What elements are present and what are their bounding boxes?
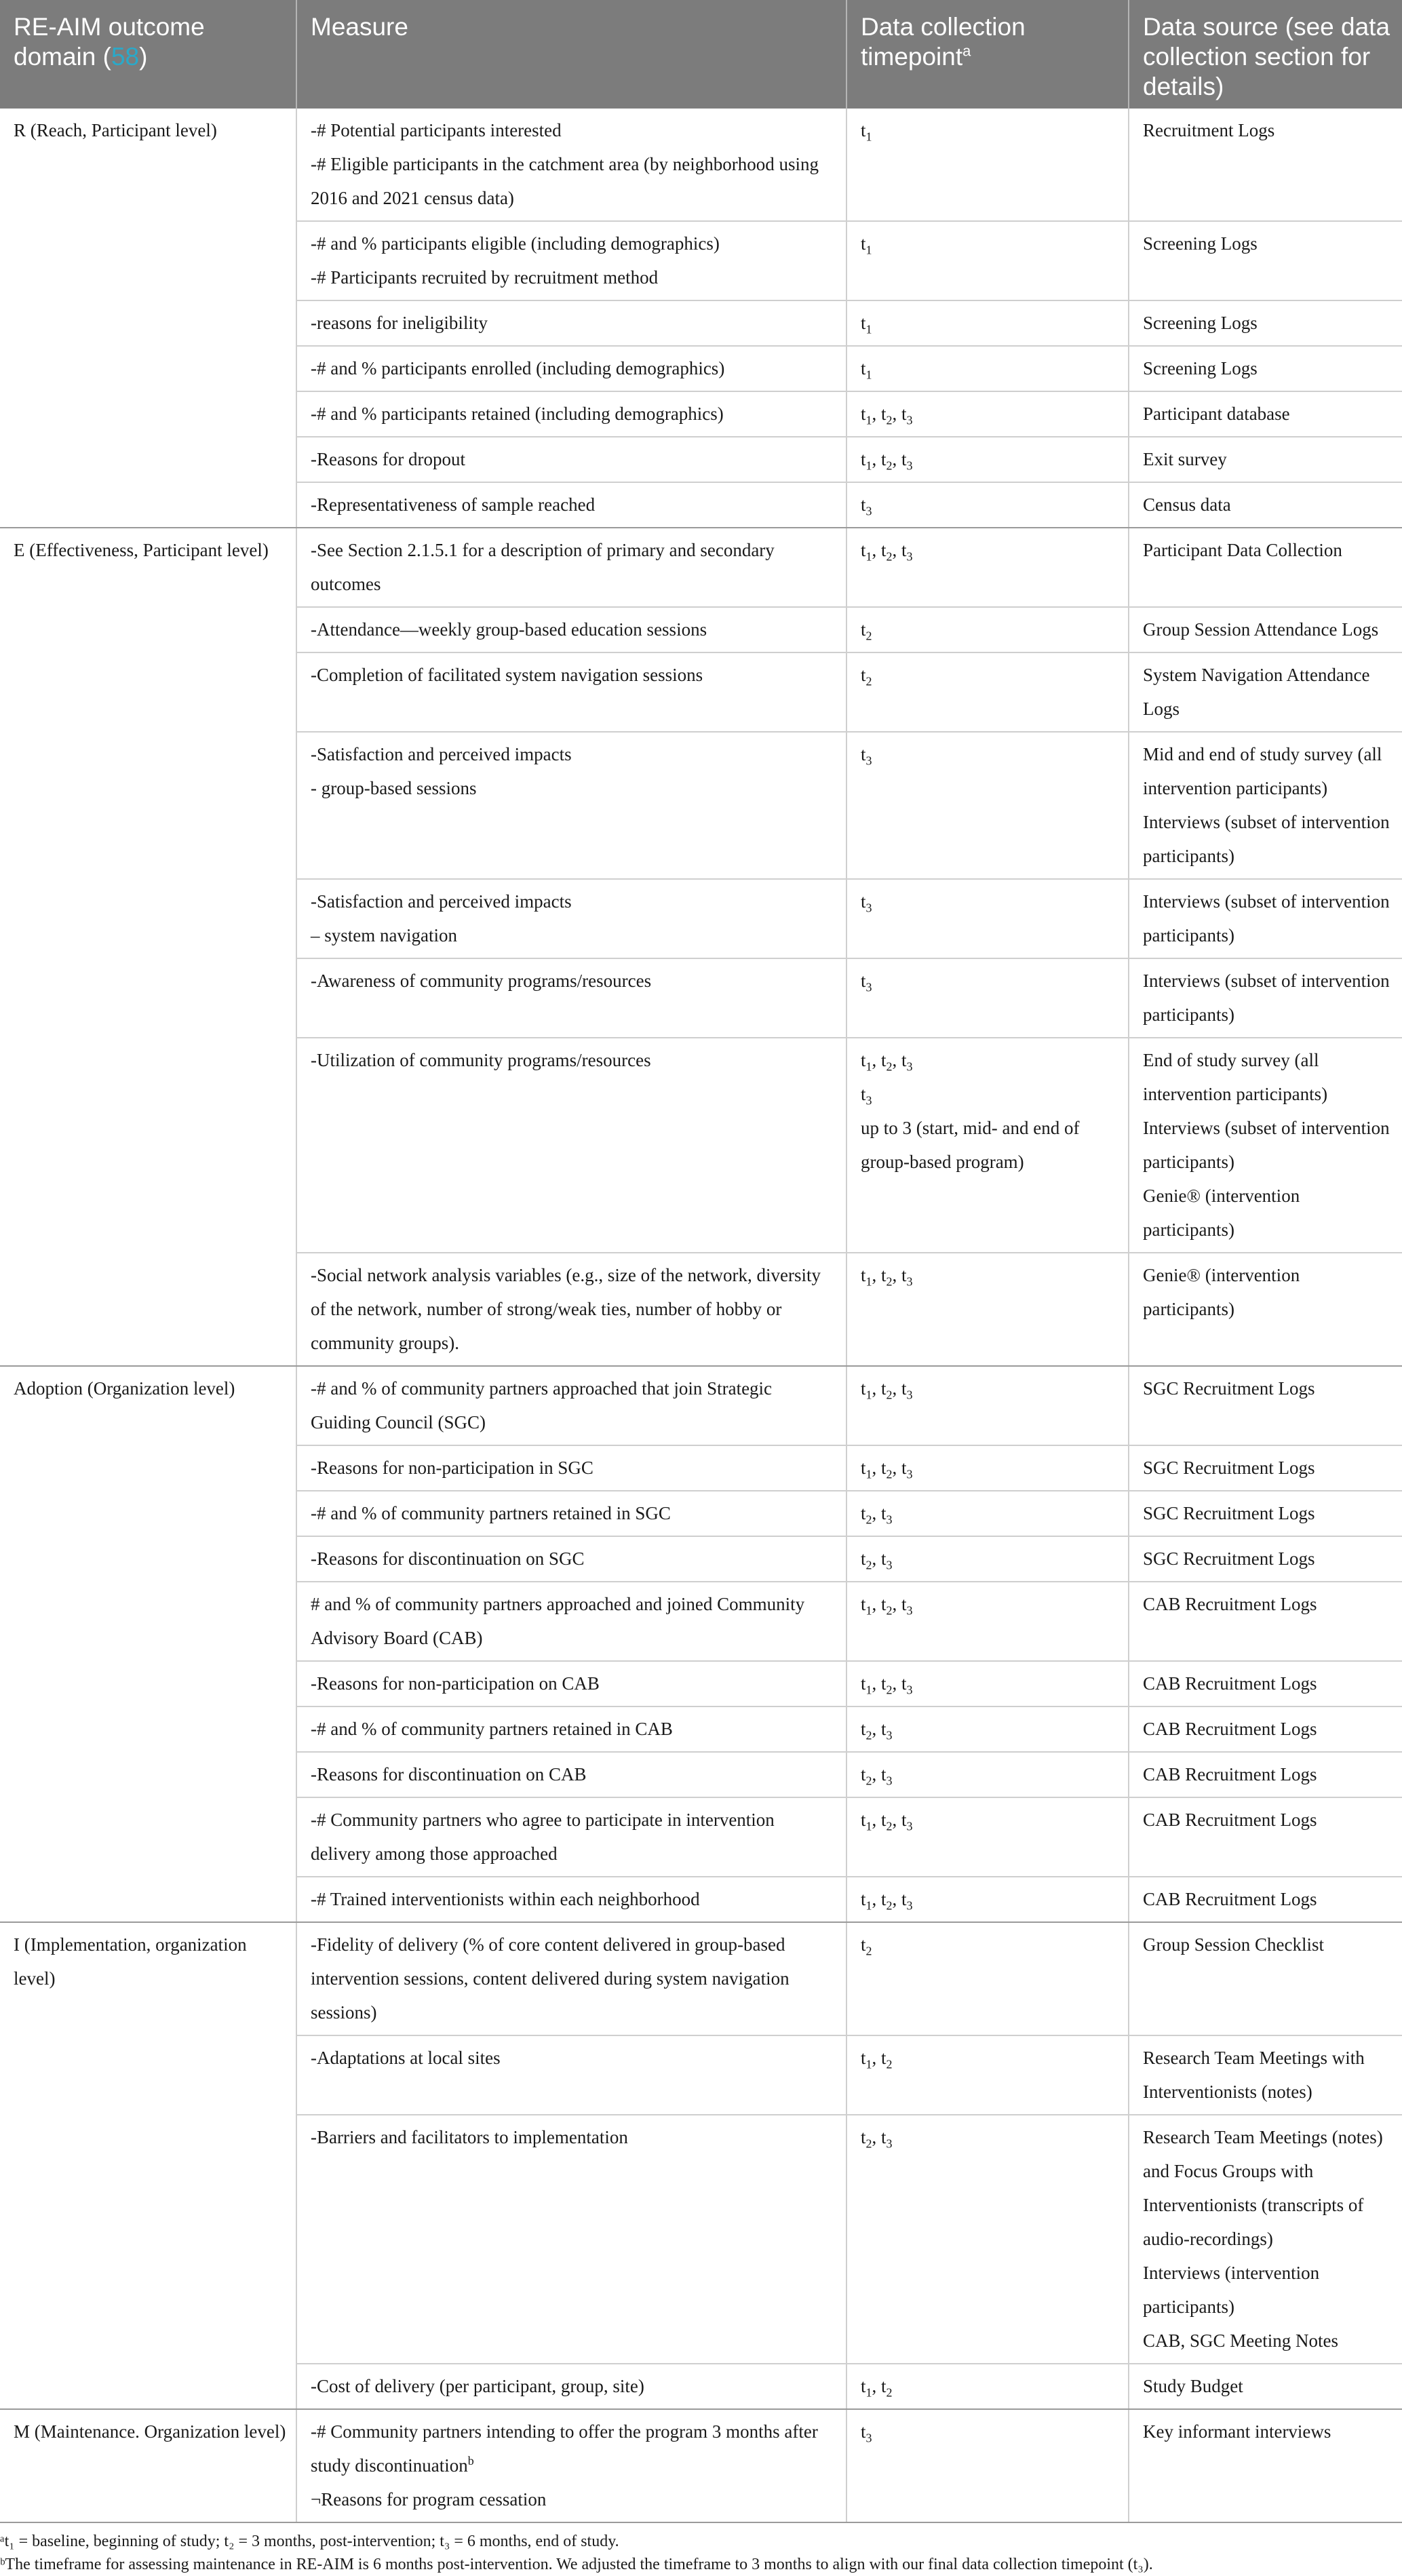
data-source-cell — [1129, 958, 1402, 1038]
timepoint-line: $t_3$ — [861, 2421, 872, 2445]
table-footnotes — [0, 2523, 1402, 2576]
timepoint-cell — [846, 958, 1129, 1038]
measure-line: -Social network analysis variables (e.g., size of the network, diversity of the network, number of strong/weak ties, number of hobby or community groups). — [311, 1265, 821, 1353]
data-source-cell — [1129, 437, 1402, 482]
measure-line: -# Potential participants interested — [311, 120, 562, 140]
measure-line: -# Participants recruited by recruitment method — [311, 267, 659, 288]
timepoint-line: $t_1$, $t_2$, $t_3$ — [861, 449, 913, 473]
timepoint-line: $t_2$ — [861, 665, 872, 688]
footnote-a: ᵃt₁ = baseline, beginning of study; t₂ = 3 months, post-intervention; t₃ = 6 months, end of study. — [0, 2533, 619, 2550]
measure-cell — [296, 1038, 846, 1253]
measure-cell — [296, 958, 846, 1038]
table-row — [0, 2409, 1402, 2522]
measure-line: -Completion of facilitated system navigation sessions — [311, 665, 703, 685]
measure-cell — [296, 2364, 846, 2409]
data-source-cell — [1129, 1445, 1402, 1491]
outcome-domain-cell: I (Implementation, organization level) — [0, 1922, 296, 2409]
data-source-line: CAB Recruitment Logs — [1143, 1810, 1317, 1830]
timepoint-cell — [846, 437, 1129, 482]
timepoint-line: $t_1$ — [861, 358, 872, 382]
timepoint-cell — [846, 2409, 1129, 2522]
timepoint-cell — [846, 1706, 1129, 1752]
data-source-cell — [1129, 607, 1402, 652]
timepoint-cell — [846, 346, 1129, 391]
measure-cell — [296, 1752, 846, 1797]
measure-line: -Reasons for dropout — [311, 449, 465, 469]
measure-line: -Adaptations at local sites — [311, 2048, 501, 2068]
data-source-cell — [1129, 1922, 1402, 2035]
measure-cell — [296, 1366, 846, 1445]
data-source-line: SGC Recruitment Logs — [1143, 1458, 1315, 1478]
timepoint-line: $t_2$, $t_3$ — [861, 2127, 893, 2151]
timepoint-cell — [846, 221, 1129, 300]
timepoint-line: $t_3$ — [861, 1084, 872, 1108]
measure-line: -# Community partners intending to offer the program 3 months after study discontinuation$^b$ — [311, 2421, 818, 2476]
measure-line: # and % of community partners approached and joined Community Advisory Board (CAB) — [311, 1594, 805, 1648]
data-source-cell — [1129, 346, 1402, 391]
data-source-cell — [1129, 1536, 1402, 1582]
timepoint-line: $t_1$, $t_2$, $t_3$ — [861, 1050, 913, 1074]
data-source-line: Recruitment Logs — [1143, 120, 1275, 140]
measure-line: -See Section 2.1.5.1 for a description of primary and secondary outcomes — [311, 540, 775, 594]
data-source-line: Census data — [1143, 494, 1231, 515]
data-source-line: Screening Logs — [1143, 313, 1258, 333]
data-source-cell — [1129, 109, 1402, 221]
timepoint-cell — [846, 1536, 1129, 1582]
measure-line: -# and % of community partners retained in SGC — [311, 1503, 671, 1523]
timepoint-line: $t_1$, $t_2$, $t_3$ — [861, 1810, 913, 1833]
measure-cell — [296, 1922, 846, 2035]
footnote-marker: b — [467, 2454, 474, 2467]
data-source-cell — [1129, 1582, 1402, 1661]
measure-cell — [296, 1706, 846, 1752]
measure-cell — [296, 221, 846, 300]
data-source-line: Participant database — [1143, 404, 1290, 424]
measure-line: -Cost of delivery (per participant, group, site) — [311, 2376, 644, 2396]
outcome-domain-cell: R (Reach, Participant level) — [0, 109, 296, 528]
data-source-line: Exit survey — [1143, 449, 1227, 469]
measure-line: -reasons for ineligibility — [311, 313, 488, 333]
data-source-cell — [1129, 300, 1402, 346]
measure-line: -# Community partners who agree to participate in intervention delivery among those approached — [311, 1810, 775, 1864]
timepoint-line: $t_2$ — [861, 1934, 872, 1958]
data-source-line: SGC Recruitment Logs — [1143, 1548, 1315, 1569]
measure-line: -Attendance—weekly group-based education sessions — [311, 619, 707, 640]
measure-line: – system navigation — [311, 925, 457, 945]
data-source-line: CAB Recruitment Logs — [1143, 1889, 1317, 1909]
timepoint-line: $t_3$ — [861, 891, 872, 915]
timepoint-line: $t_1$, $t_2$ — [861, 2376, 893, 2400]
measure-cell — [296, 391, 846, 437]
data-source-line: Research Team Meetings (notes) and Focus Groups with Interventionists (transcripts of audio-recordings) — [1143, 2127, 1383, 2249]
timepoint-cell — [846, 300, 1129, 346]
measure-line: -Reasons for discontinuation on CAB — [311, 1764, 587, 1784]
data-source-cell — [1129, 2409, 1402, 2522]
data-source-line: Interviews (subset of intervention participants) — [1143, 812, 1390, 866]
measure-line: -Reasons for non-participation in SGC — [311, 1458, 593, 1478]
data-source-cell — [1129, 391, 1402, 437]
timepoint-cell — [846, 1582, 1129, 1661]
measure-cell — [296, 732, 846, 879]
timepoint-line: $t_2$, $t_3$ — [861, 1764, 893, 1788]
data-source-cell — [1129, 2364, 1402, 2409]
timepoint-line: $t_1$ — [861, 120, 872, 144]
data-source-cell — [1129, 1797, 1402, 1877]
timepoint-line: $t_3$ — [861, 494, 872, 518]
measure-cell — [296, 879, 846, 958]
measure-line: -Awareness of community programs/resources — [311, 971, 652, 991]
data-source-cell — [1129, 2115, 1402, 2364]
measure-line: -Fidelity of delivery (% of core content delivered in group-based intervention sessions, content delivered during system navigation sessions) — [311, 1934, 790, 2023]
measure-line: -Satisfaction and perceived impacts — [311, 744, 572, 764]
measure-line: -# and % participants retained (including demographics) — [311, 404, 724, 424]
data-source-line: Interviews (subset of intervention participants) — [1143, 891, 1390, 945]
measure-line: -# Trained interventionists within each neighborhood — [311, 1889, 700, 1909]
measure-cell — [296, 607, 846, 652]
measure-line: -Satisfaction and perceived impacts — [311, 891, 572, 912]
data-source-cell — [1129, 482, 1402, 528]
measure-line: -Reasons for non-participation on CAB — [311, 1673, 600, 1694]
measure-cell — [296, 2035, 846, 2115]
data-source-line: Genie® (intervention participants) — [1143, 1265, 1300, 1319]
data-source-line: CAB Recruitment Logs — [1143, 1719, 1317, 1739]
data-source-cell — [1129, 1706, 1402, 1752]
data-source-cell — [1129, 732, 1402, 879]
measure-line: -# Eligible participants in the catchment area (by neighborhood using 2016 and 2021 census data) — [311, 154, 819, 208]
data-source-line: Genie® (intervention participants) — [1143, 1186, 1300, 1240]
data-source-cell — [1129, 879, 1402, 958]
timepoint-cell — [846, 879, 1129, 958]
measure-cell — [296, 1536, 846, 1582]
timepoint-cell — [846, 1797, 1129, 1877]
data-source-line: CAB Recruitment Logs — [1143, 1594, 1317, 1614]
outcome-domain-cell: Adoption (Organization level) — [0, 1366, 296, 1922]
measure-cell — [296, 652, 846, 732]
measure-cell — [296, 1877, 846, 1922]
timepoint-line: $t_1$ — [861, 313, 872, 336]
timepoint-cell — [846, 1366, 1129, 1445]
timepoint-cell — [846, 1752, 1129, 1797]
data-source-cell — [1129, 1038, 1402, 1253]
data-source-cell — [1129, 2035, 1402, 2115]
footnote-b: ᵇThe timeframe for assessing maintenance in RE-AIM is 6 months post-intervention. We adjusted the timeframe to 3 months to align with our final data collection timepoint (t₃). — [0, 2556, 1153, 2573]
measure-cell — [296, 437, 846, 482]
data-source-line: Interviews (subset of intervention participants) — [1143, 1118, 1390, 1172]
data-source-cell — [1129, 1661, 1402, 1706]
timepoint-cell — [846, 2364, 1129, 2409]
data-source-cell — [1129, 1491, 1402, 1536]
timepoint-cell — [846, 1661, 1129, 1706]
data-source-line: Screening Logs — [1143, 358, 1258, 378]
measure-line: - group-based sessions — [311, 778, 477, 798]
data-source-line: Study Budget — [1143, 2376, 1243, 2396]
data-source-line: Research Team Meetings with Interventionists (notes) — [1143, 2048, 1365, 2102]
data-source-line: CAB Recruitment Logs — [1143, 1764, 1317, 1784]
timepoint-line: $t_2$, $t_3$ — [861, 1548, 893, 1572]
timepoint-line: $t_1$ — [861, 233, 872, 257]
timepoint-cell — [846, 482, 1129, 528]
data-source-line: Interviews (subset of intervention participants) — [1143, 971, 1390, 1025]
timepoint-cell — [846, 652, 1129, 732]
timepoint-cell — [846, 391, 1129, 437]
data-source-cell — [1129, 1366, 1402, 1445]
header-timepoint: Data collection timepoint$^a$ — [846, 0, 1129, 109]
measure-line: -Utilization of community programs/resources — [311, 1050, 651, 1070]
measure-line: -# and % participants eligible (including demographics) — [311, 233, 720, 254]
measure-cell — [296, 2115, 846, 2364]
data-source-line: Screening Logs — [1143, 233, 1258, 254]
data-source-line: End of study survey (all intervention participants) — [1143, 1050, 1328, 1104]
timepoint-line: $t_2$ — [861, 619, 872, 643]
data-source-line: Group Session Attendance Logs — [1143, 619, 1379, 640]
timepoint-cell — [846, 2035, 1129, 2115]
table-header-row — [0, 0, 1402, 109]
measure-cell — [296, 1445, 846, 1491]
measure-line: -# and % of community partners approached that join Strategic Guiding Council (SGC) — [311, 1378, 773, 1432]
measure-cell — [296, 300, 846, 346]
measure-line: -# and % of community partners retained in CAB — [311, 1719, 673, 1739]
data-source-line: CAB Recruitment Logs — [1143, 1673, 1317, 1694]
timepoint-line: $t_1$, $t_2$, $t_3$ — [861, 1594, 913, 1618]
measure-cell — [296, 1582, 846, 1661]
timepoint-line: $t_3$ — [861, 744, 872, 768]
timepoint-line: $t_3$ — [861, 971, 872, 994]
timepoint-cell — [846, 1491, 1129, 1536]
timepoint-line: $t_1$, $t_2$, $t_3$ — [861, 1265, 913, 1289]
timepoint-line: $t_1$, $t_2$, $t_3$ — [861, 404, 913, 427]
timepoint-cell — [846, 732, 1129, 879]
data-source-cell — [1129, 528, 1402, 607]
measure-cell — [296, 528, 846, 607]
timepoint-cell — [846, 1253, 1129, 1366]
measure-cell — [296, 1491, 846, 1536]
table-row — [0, 528, 1402, 607]
timepoint-cell — [846, 109, 1129, 221]
data-source-line: System Navigation Attendance Logs — [1143, 665, 1370, 719]
timepoint-line: $t_1$, $t_2$ — [861, 2048, 893, 2071]
outcome-domain-cell: E (Effectiveness, Participant level) — [0, 528, 296, 1366]
table-row — [0, 109, 1402, 221]
data-source-line: CAB, SGC Meeting Notes — [1143, 2330, 1339, 2351]
measure-cell — [296, 1661, 846, 1706]
reference-link[interactable]: 58 — [111, 43, 140, 71]
timepoint-cell — [846, 1038, 1129, 1253]
measure-line: -# and % participants enrolled (including demographics) — [311, 358, 725, 378]
data-source-line: Key informant interviews — [1143, 2421, 1331, 2442]
timepoint-cell — [846, 607, 1129, 652]
measure-cell — [296, 2409, 846, 2522]
data-source-line: Group Session Checklist — [1143, 1934, 1324, 1955]
table-row — [0, 1366, 1402, 1445]
timepoint-cell — [846, 528, 1129, 607]
table-row — [0, 1922, 1402, 2035]
measure-line: -Reasons for discontinuation on SGC — [311, 1548, 585, 1569]
data-source-line: SGC Recruitment Logs — [1143, 1378, 1315, 1399]
timepoint-cell — [846, 1877, 1129, 1922]
timepoint-cell — [846, 2115, 1129, 2364]
data-source-cell — [1129, 1752, 1402, 1797]
timepoint-line: $t_1$, $t_2$, $t_3$ — [861, 1889, 913, 1913]
timepoint-cell — [846, 1445, 1129, 1491]
data-source-line: SGC Recruitment Logs — [1143, 1503, 1315, 1523]
data-source-line: Mid and end of study survey (all intervention participants) — [1143, 744, 1382, 798]
timepoint-line: group-based program) — [861, 1152, 1024, 1172]
header-data-source: Data source (see data collection section for details) — [1129, 0, 1402, 109]
timepoint-line: $t_1$, $t_2$, $t_3$ — [861, 1673, 913, 1697]
timepoint-line: $t_1$, $t_2$, $t_3$ — [861, 1458, 913, 1481]
measure-cell — [296, 1797, 846, 1877]
timepoint-line: $t_2$, $t_3$ — [861, 1719, 893, 1742]
measure-line: ¬Reasons for program cessation — [311, 2489, 547, 2510]
timepoint-line: $t_1$, $t_2$, $t_3$ — [861, 1378, 913, 1402]
header-measure: Measure — [296, 0, 846, 109]
data-source-cell — [1129, 1253, 1402, 1366]
measure-cell — [296, 346, 846, 391]
timepoint-line: $t_2$, $t_3$ — [861, 1503, 893, 1527]
measure-line: -Barriers and facilitators to implementation — [311, 2127, 628, 2147]
data-source-cell — [1129, 1877, 1402, 1922]
table-body — [0, 109, 1402, 2522]
timepoint-cell — [846, 1922, 1129, 2035]
measure-line: -Representativeness of sample reached — [311, 494, 596, 515]
data-source-cell — [1129, 221, 1402, 300]
timepoint-line: $t_1$, $t_2$, $t_3$ — [861, 540, 913, 564]
measure-cell — [296, 109, 846, 221]
data-source-line: Interviews (intervention participants) — [1143, 2263, 1320, 2317]
data-source-line: Participant Data Collection — [1143, 540, 1342, 560]
timepoint-line: up to 3 (start, mid- and end of — [861, 1118, 1080, 1138]
measure-cell — [296, 1253, 846, 1366]
header-outcome-domain: RE-AIM outcome domain (58) — [0, 0, 296, 109]
measure-cell — [296, 482, 846, 528]
outcome-domain-cell: M (Maintenance. Organization level) — [0, 2409, 296, 2522]
data-source-cell — [1129, 652, 1402, 732]
